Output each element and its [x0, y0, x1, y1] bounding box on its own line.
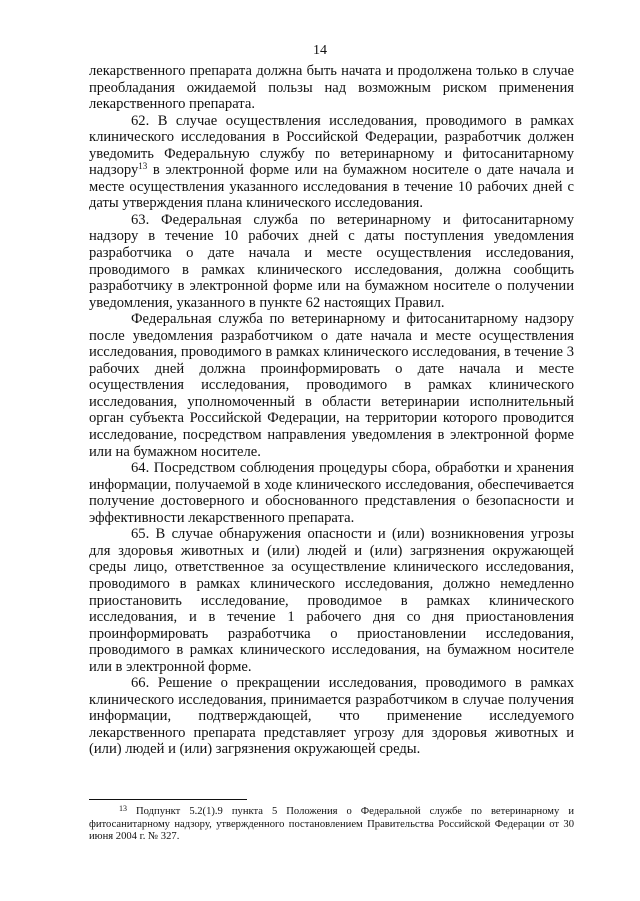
paragraph-63: 63. Федеральная служба по ветеринарному и фитосанитарному надзору в течение 10 рабочих дней с даты поступления уведомления разработчика о дате начала и месте осуществления исследования, проводимого в рамках клинического исследования, должна сообщить разработчику в электронной форме или на бумажном носителе о получении уведомления, указанного в пункте 62 настоящих Правил.: [89, 211, 574, 311]
footnote: [89, 806, 574, 844]
paragraph-62-text-before: 62. В случае осуществления исследования, проводимого в рамках клинического исследования в Российской Федерации, разработчик должен уведомить Федеральную службу по ветеринарному и фитосанитарному надзору: [89, 112, 574, 179]
paragraph-65: 65. В случае обнаружения опасности и (или) возникновения угрозы для здоровья животных и (или) людей и (или) загрязнения окружающей среды лицо, ответственное за осуществление клинического исследования, проводимого в рамках клинического исследования, должно немедленно приостановить исследование, проводимое в рамках клинического исследования, и в течение 1 рабочего дня со дня приостановления проинформировать разработчика о приостановлении исследования, проводимого в рамках клинического исследования, на бумажном носителе или в электронной форме.: [89, 526, 574, 675]
paragraph-64: 64. Посредством соблюдения процедуры сбора, обработки и хранения информации, получаемой в ходе клинического исследования, обеспечивается получение достоверного и обоснованного представления о безопасности и эффективности лекарственного препарата.: [89, 460, 574, 526]
footnote-text: Подпункт 5.2(1).9 пункта 5 Положения о Федеральной службе по ветеринарному и фитосанитарному надзору, утвержденного постановлением Правительства Российской Федерации от 30 июня 2004 г. № 327.: [89, 806, 574, 843]
document-body: [89, 63, 574, 758]
paragraph-62: [89, 113, 574, 212]
paragraph-62-text-after: в электронной форме или на бумажном носителе о дате начала и месте осуществления указанного исследования в течение 10 рабочих дней с даты утверждения плана клинического исследования.: [89, 162, 574, 212]
paragraph-63-continued: Федеральная служба по ветеринарному и фитосанитарному надзору после уведомления разработчиком о дате начала и месте осуществления исследования, проводимого в рамках клинического исследования, в течение 3 рабочих дней должна проинформировать о дате начала и месте осуществления исследования, проводимого в рамках клинического исследования, уполномоченный в области ветеринарии исполнительный орган субъекта Российской Федерации, на территории которого проводится исследование, посредством направления уведомления в электронной форме или на бумажном носителе.: [89, 311, 574, 460]
footnote-number: 13: [119, 804, 127, 813]
paragraph-continuation: лекарственного препарата должна быть начата и продолжена только в случае преобладания ожидаемой пользы над возможным риском применения лекарственного препарата.: [89, 63, 574, 113]
page-number: 14: [313, 43, 327, 58]
footnote-reference: 13: [138, 161, 148, 172]
paragraph-66: 66. Решение о прекращении исследования, проводимого в рамках клинического исследования, принимается разработчиком в случае получения информации, подтверждающей, что применение исследуемого лекарственного препарата представляет угрозу для здоровья животных и (или) людей и (или) загрязнения окружающей среды.: [89, 675, 574, 758]
footnote-divider: [89, 799, 247, 800]
